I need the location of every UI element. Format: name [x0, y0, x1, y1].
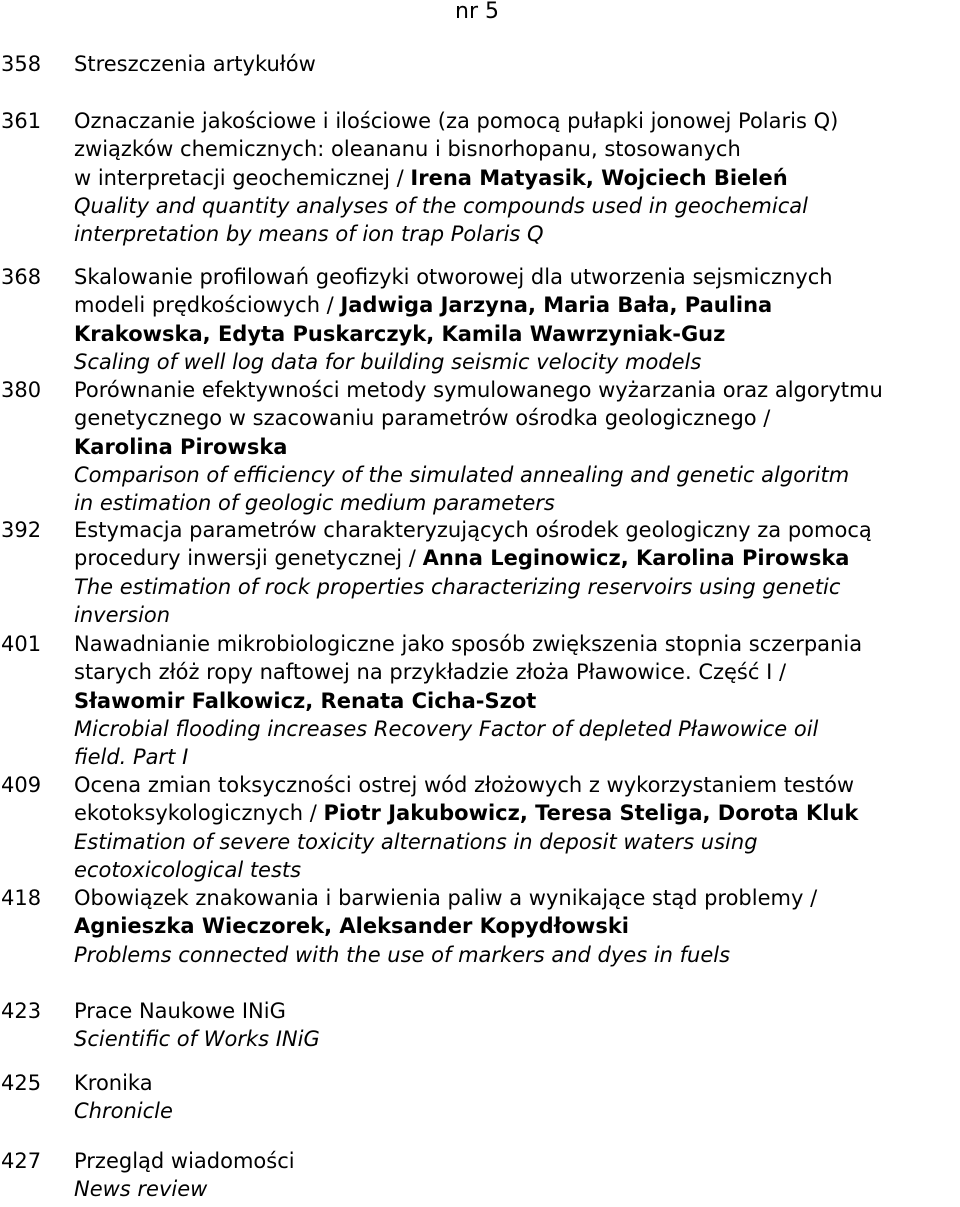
english-title: Comparison of efficiency of the simulated annealing and genetic algoritm — [74, 462, 850, 487]
entry-line — [74, 601, 960, 629]
english-title: field. Part I — [74, 745, 189, 770]
entry-line — [74, 263, 960, 291]
toc-entry — [0, 997, 960, 1054]
page-number: 409 — [1, 773, 42, 797]
title-text: Skalowanie profilowań geofizyki otworowej dla utworzenia sejsmicznych — [74, 265, 833, 289]
entry-text — [74, 1147, 960, 1204]
entry-line — [74, 715, 960, 743]
entry-line — [74, 630, 960, 658]
entry-line — [74, 192, 960, 220]
entry-line — [74, 941, 960, 969]
entry-line — [74, 1097, 960, 1125]
entry-line — [74, 884, 960, 912]
page-number: 418 — [1, 886, 42, 910]
entry-line — [74, 376, 960, 404]
page-number: 392 — [1, 518, 42, 542]
english-title: News review — [74, 1177, 208, 1202]
page-number: 368 — [1, 265, 42, 289]
title-text: Ocena zmian toksyczności ostrej wód złożowych z wykorzystaniem testów — [74, 773, 855, 797]
english-title: The estimation of rock properties characterizing reservoirs using genetic — [74, 574, 841, 599]
toc-entry — [0, 50, 960, 78]
toc-entry — [0, 516, 960, 629]
entry-text — [74, 516, 960, 629]
authors: Irena Matyasik, Wojciech Bieleń — [410, 165, 788, 190]
entry-text — [74, 771, 960, 884]
page-number: 358 — [1, 52, 42, 76]
entry-text — [74, 263, 960, 376]
title-text: Obowiązek znakowania i barwienia paliw a wynikające stąd problemy / — [74, 886, 818, 910]
title-text: Streszczenia artykułów — [74, 52, 316, 76]
toc-entry — [0, 1069, 960, 1126]
title-text: Oznaczanie jakościowe i ilościowe (za pomocą pułapki jonowej Polaris Q) — [74, 109, 839, 133]
title-text: Przegląd wiadomości — [74, 1149, 295, 1173]
title-text: starych złóż ropy naftowej na przykładzie złoża Pławowice. Część I / — [74, 660, 787, 685]
title-text: ekotoksykologicznych / — [74, 801, 324, 826]
english-title: interpretation by means of ion trap Polaris Q — [74, 222, 544, 247]
entry-line — [74, 544, 960, 572]
title-text: Nawadnianie mikrobiologiczne jako sposób zwiększenia stopnia sczerpania — [74, 632, 863, 656]
entry-text — [74, 1069, 960, 1126]
entry-line — [74, 1147, 960, 1175]
entry-text — [74, 50, 960, 78]
page-number: 401 — [1, 632, 42, 656]
title-text: Prace Naukowe INiG — [74, 999, 286, 1023]
title-text: Kronika — [74, 1071, 153, 1095]
page-number: 423 — [1, 999, 42, 1023]
authors: Anna Leginowicz, Karolina Pirowska — [422, 546, 850, 571]
entry-line — [74, 658, 960, 686]
toc-entry — [0, 376, 960, 517]
page-number: 361 — [1, 109, 42, 133]
entry-line — [74, 997, 960, 1025]
entry-line — [74, 164, 960, 192]
entry-line — [74, 743, 960, 771]
authors: Piotr Jakubowicz, Teresa Steliga, Dorota Kluk — [323, 801, 859, 826]
authors: Jadwiga Jarzyna, Maria Bała, Paulina — [340, 293, 773, 318]
entry-text — [74, 376, 960, 517]
entry-line — [74, 320, 960, 348]
title-text: w interpretacji geochemicznej / — [74, 165, 411, 190]
entry-line — [74, 1025, 960, 1053]
english-title: ecotoxicological tests — [74, 857, 302, 882]
english-title: Estimation of severe toxicity alternations in deposit waters using — [74, 829, 758, 854]
entry-line — [74, 50, 960, 78]
entry-text — [74, 630, 960, 771]
title-text: Estymacja parametrów charakteryzujących ośrodek geologiczny za pomocą — [74, 518, 872, 542]
entry-line — [74, 912, 960, 940]
entry-line — [74, 348, 960, 376]
toc-entry — [0, 263, 960, 376]
entry-line — [74, 828, 960, 856]
entry-line — [74, 433, 960, 461]
entry-line — [74, 573, 960, 601]
entry-line — [74, 1175, 960, 1203]
entry-text — [74, 107, 960, 248]
title-text: modeli prędkościowych / — [74, 293, 341, 318]
authors: Agnieszka Wieczorek, Aleksander Kopydłowski — [74, 914, 629, 939]
english-title: in estimation of geologic medium parameters — [74, 491, 555, 516]
entry-line — [74, 856, 960, 884]
entry-line — [74, 107, 960, 135]
english-title: Microbial flooding increases Recovery Factor of depleted Pławowice oil — [74, 716, 819, 741]
page-number: 427 — [1, 1149, 42, 1173]
authors: Krakowska, Edyta Puskarczyk, Kamila Wawrzyniak-Guz — [74, 321, 726, 346]
toc-entry — [0, 630, 960, 771]
entry-line — [74, 799, 960, 827]
english-title: Quality and quantity analyses of the compounds used in geochemical — [74, 193, 808, 218]
toc-entry — [0, 884, 960, 969]
entry-text — [74, 884, 960, 969]
entry-line — [74, 291, 960, 319]
english-title: Problems connected with the use of markers and dyes in fuels — [74, 942, 731, 967]
title-text: genetycznego w szacowaniu parametrów ośrodka geologicznego / — [74, 406, 771, 431]
issue-number: nr 5 — [455, 0, 499, 24]
english-title: Scientific of Works INiG — [74, 1027, 320, 1052]
entry-line — [74, 489, 960, 517]
title-text: Porównanie efektywności metody symulowanego wyżarzania oraz algorytmu — [74, 378, 883, 402]
entry-line — [74, 1069, 960, 1097]
page-number: 380 — [1, 378, 42, 402]
page-number: 425 — [1, 1071, 42, 1095]
title-text: związków chemicznych: oleananu i bisnorhopanu, stosowanych — [74, 137, 741, 162]
english-title: inversion — [74, 602, 171, 627]
entry-line — [74, 461, 960, 489]
authors: Sławomir Falkowicz, Renata Cicha-Szot — [74, 688, 537, 713]
authors: Karolina Pirowska — [74, 434, 288, 459]
english-title: Scaling of well log data for building seismic velocity models — [74, 349, 702, 374]
entry-line — [74, 687, 960, 715]
toc-entry — [0, 1147, 960, 1204]
english-title: Chronicle — [74, 1099, 173, 1124]
title-text: procedury inwersji genetycznej / — [74, 546, 423, 571]
entry-line — [74, 516, 960, 544]
entry-text — [74, 997, 960, 1054]
entry-line — [74, 135, 960, 163]
toc-entry — [0, 771, 960, 884]
entry-line — [74, 220, 960, 248]
entry-line — [74, 771, 960, 799]
entry-line — [74, 404, 960, 432]
toc-entry — [0, 107, 960, 248]
